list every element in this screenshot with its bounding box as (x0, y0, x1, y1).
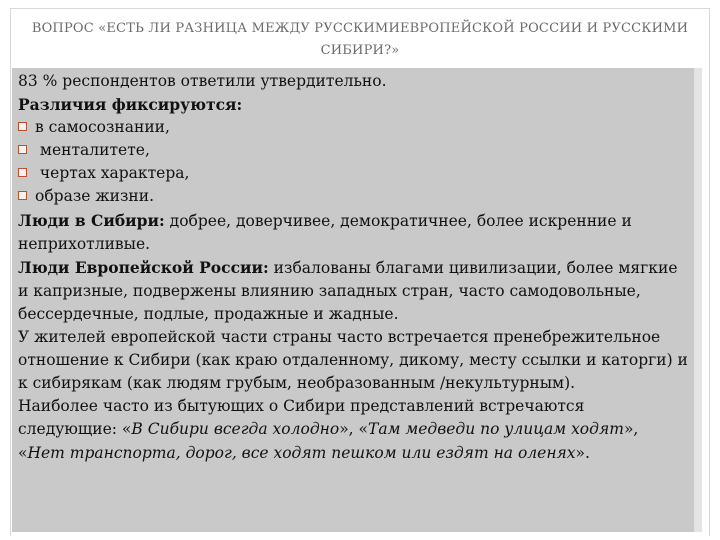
square-bullet-icon (18, 191, 27, 200)
bullet-item (18, 139, 688, 162)
bullet-item (18, 162, 688, 185)
europe-text: избалованы благами цивилизации, более мягкие и капризные, подвержены влиянию западных стран, часто самодовольные, бессердечные, подлые, продажные и жадные. (18, 258, 678, 323)
disdain-paragraph: У жителей европейской части страны часто встречается пренебрежительное отношение к Сибири (как краю отдаленному, дикому, месту ссылки и каторги) и к сибирякам (как людям грубым, необразованным /некультурным). (18, 328, 688, 393)
slide-title-line-1: ВОПРОС «ЕСТЬ ЛИ РАЗНИЦА МЕЖДУ РУССКИМИЕВРОПЕЙСКОЙ РОССИИ И РУССКИМИ (31, 21, 689, 36)
differences-heading: Различия фиксируются: (18, 95, 243, 115)
quote-cold: В Сибири всегда холодно (131, 420, 340, 439)
frame-line-top (10, 8, 710, 9)
bullet-text: в самосознании, (35, 118, 170, 137)
siberia-paragraph (18, 209, 688, 256)
siberia-label: Люди в Сибири: (18, 210, 165, 230)
content-box (12, 68, 694, 532)
frame-line-right (709, 8, 710, 536)
siberia-text: добрее, доверчивее, демократичнее, более искренние и неприхотливые. (18, 211, 632, 253)
square-bullet-icon (18, 122, 27, 131)
bullet-text: чертах характера, (35, 164, 190, 183)
slide-title (20, 18, 700, 62)
frame-line-left (10, 8, 11, 536)
bullet-text: образе жизни. (35, 187, 155, 206)
bullet-item (18, 185, 688, 208)
europe-label: Люди Европейской России: (18, 257, 269, 277)
ideas-paragraph (18, 395, 688, 464)
quote-end: ». (575, 443, 590, 462)
square-bullet-icon (18, 168, 27, 177)
square-bullet-icon (18, 145, 27, 154)
bullet-item (18, 116, 688, 139)
scrollbar[interactable] (694, 68, 702, 532)
respondents-line: 83 % респондентов ответили утвердительно. (18, 72, 387, 90)
quote-separator: », « (339, 420, 369, 439)
quote-bears: Там медведи по улицам ходят (368, 420, 624, 439)
europe-paragraph (18, 256, 688, 326)
ideas-intro: Наиболее часто из бытующих о Сибири представлений встречаются следующие: « (18, 397, 585, 439)
quote-transport: Нет транспорта, дорог, все ходят пешком или ездят на оленях (27, 443, 576, 462)
quote-separator: », « (18, 420, 639, 462)
bullet-text: менталитете, (35, 141, 150, 160)
slide-title-line-2: СИБИРИ?» (320, 43, 400, 58)
